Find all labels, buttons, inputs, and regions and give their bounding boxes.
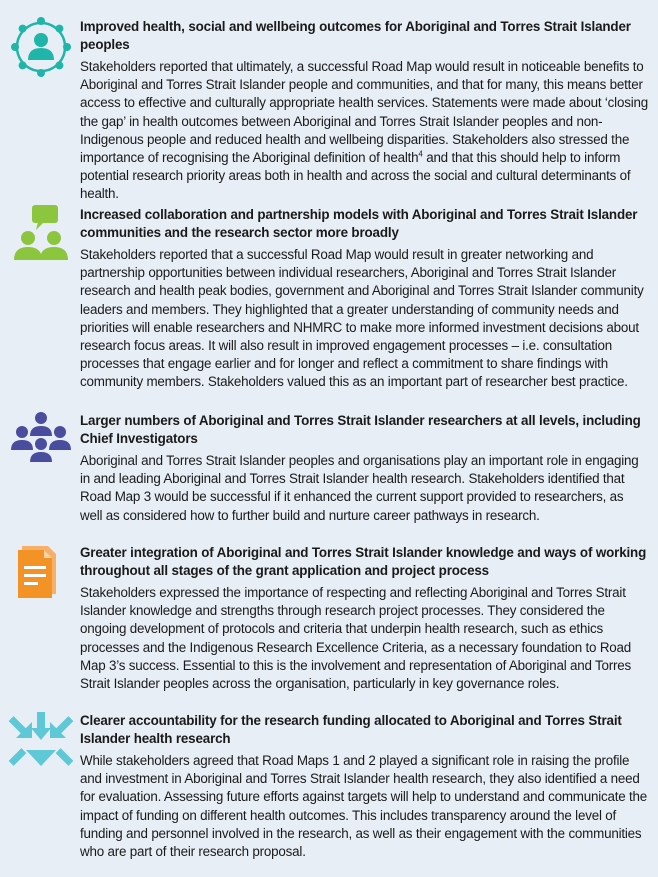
section-title: Increased collaboration and partnership models with Aboriginal and Torres Strait Islander communities and the research sector more broadly	[80, 207, 638, 240]
section-content	[80, 206, 648, 392]
section-body: Stakeholders reported that ultimately, a successful Road Map would result in noticeable benefits to Aboriginal and Torres Strait Islander people and communities, and that for many, this means better access to effective and culturally appropriate health services. Statements were made about ‘closing the gap’ in health outcomes between Aboriginal and Torres Strait Islander peoples and non-Indigenous people and reduced health and wellbeing disparities. Stakeholders also stressed the importance of recognising the Aboriginal definition of health$^4$ and that this should help to inform potential research priority areas both in health and across the social and cultural determinants of health.	[80, 59, 648, 202]
group-people-icon	[8, 408, 74, 474]
section-title: Clearer accountability for the research funding allocated to Aboriginal and Torres Strait Islander health research	[80, 713, 622, 746]
section-title: Improved health, social and wellbeing outcomes for Aboriginal and Torres Strait Islander peoples	[80, 19, 631, 52]
section-body: Aboriginal and Torres Strait Islander peoples and organisations play an important role in engaging in and leading Aboriginal and Torres Strait Islander health research. Stakeholders identified that Road Map 3 would be successful if it enhanced the current support provided to researchers, as well as considered how to further build and nurture career pathways in research.	[80, 453, 639, 523]
section-title: Larger numbers of Aboriginal and Torres Strait Islander researchers at all levels, including Chief Investigators	[80, 413, 641, 446]
section-content	[80, 18, 648, 204]
section-content	[80, 412, 648, 525]
people-chat-icon	[8, 202, 74, 268]
person-network-icon	[8, 14, 74, 80]
section-content	[80, 712, 648, 861]
section-body: Stakeholders expressed the importance of respecting and reflecting Aboriginal and Torres Strait Islander knowledge and strengths through research project processes. They considered the ongoing development of protocols and criteria that underpin health research, such as ethics processes and the Indigenous Research Excellence Criteria, as a necessary foundation to Road Map 3’s success. Essential to this is the involvement and representation of Aboriginal and Torres Strait Islander peoples across the organisation, particularly in key governance roles.	[80, 585, 632, 692]
converging-arrows-icon	[8, 710, 74, 776]
documents-icon	[8, 540, 74, 606]
section-content	[80, 544, 648, 693]
footnote-marker: 4	[418, 149, 423, 159]
section-body: While stakeholders agreed that Road Maps 1 and 2 played a significant role in raising the profile and investment in Aboriginal and Torres Strait Islander health research, they also identified a need for evaluation. Assessing future efforts against targets will help to understand and communicate the impact of funding on different health outcomes. This includes transparency around the level of funding and personnel involved in the research, as well as their engagement with the communities who are part of their research proposal.	[80, 753, 648, 860]
section-body: Stakeholders reported that a successful Road Map would result in greater networking and partnership opportunities between individual researchers, Aboriginal and Torres Strait Islander research and health peak bodies, government and Aboriginal and Torres Strait Islander community leaders and members. They highlighted that a greater understanding of community needs and priorities will enable researchers and NHMRC to make more informed investment decisions about research focus areas. It will also result in improved engagement processes – i.e. consultation processes that engage earlier and for longer and reflect a commitment to share findings with community members. Stakeholders valued this as an important part of researcher best practice.	[80, 247, 644, 390]
section-title: Greater integration of Aboriginal and Torres Strait Islander knowledge and ways of working throughout all stages of the grant application and project process	[80, 545, 647, 578]
